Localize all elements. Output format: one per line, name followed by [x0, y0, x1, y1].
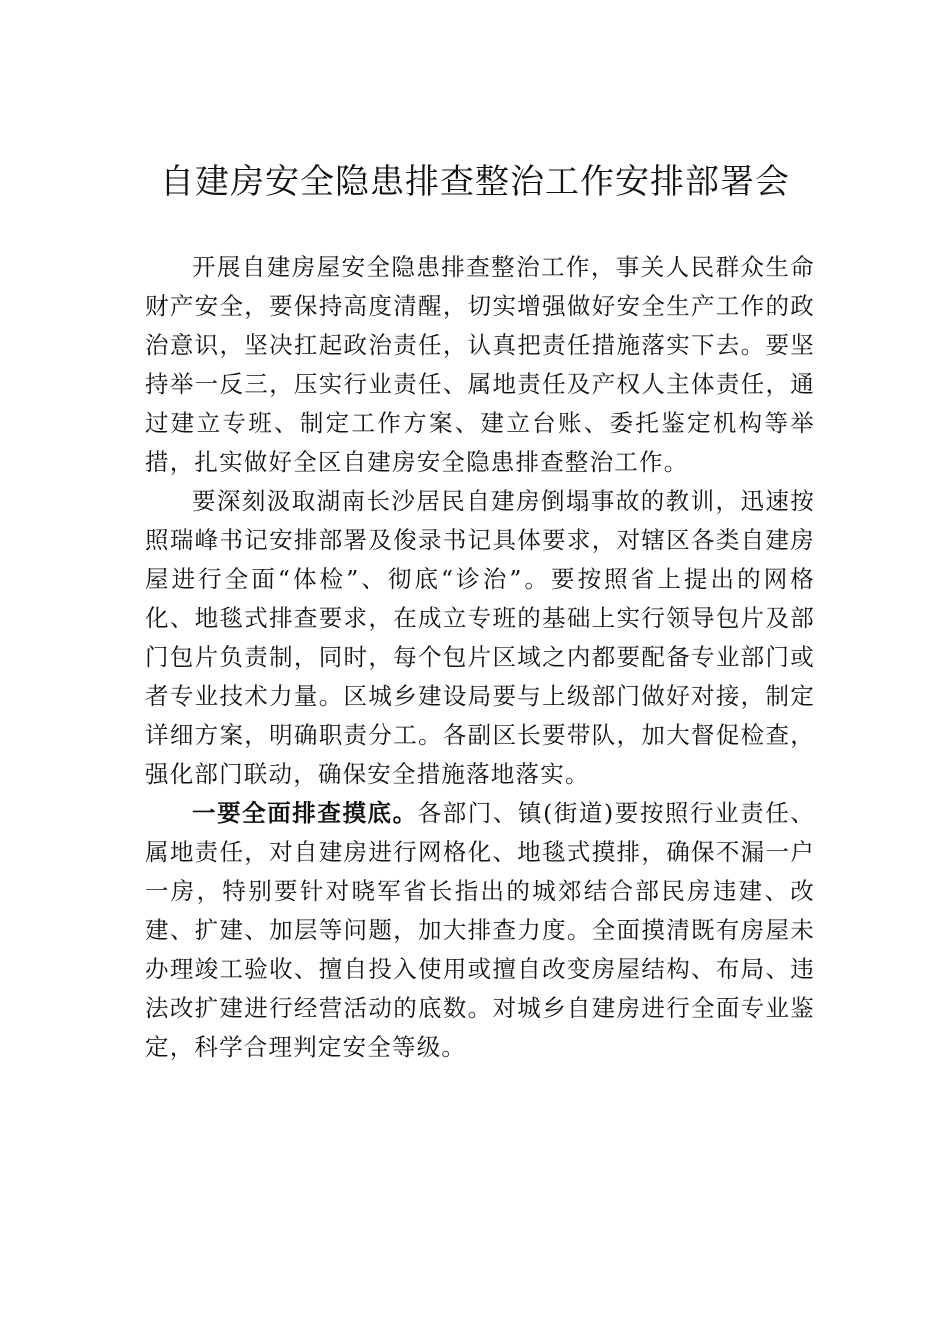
paragraph-3-text: 各部门、镇(街道)要按照行业责任、属地责任，对自建房进行网格化、地毯式摸排，确保不漏一户一房，特别要针对晓军省长指出的城郊结合部民房违建、改建、扩建、加层等问题，加大排查力度。全面摸清既有房屋未办理竣工验收、擅自投入使用或擅自改变房屋结构、布局、违法改扩建进行经营活动的底数。对城乡自建房进行全面专业鉴定，科学合理判定安全等级。 — [145, 799, 815, 1061]
paragraph-3 — [145, 794, 815, 1067]
paragraph-2-text: 要深刻汲取湖南长沙居民自建房倒塌事故的教训，迅速按照瑞峰书记安排部署及俊录书记具体要求，对辖区各类自建房屋进行全面“体检”、彻底“诊治”。要按照省上提出的网格化、地毯式排查要求，在成立专班的基础上实行领导包片及部门包片负责制，同时，每个包片区域之内都要配备专业部门或者专业技术力量。区城乡建设局要与上级部门做好对接，制定详细方案，明确职责分工。各副区长要带队，加大督促检查，强化部门联动，确保安全措施落地落实。 — [145, 487, 815, 788]
document-body — [145, 248, 815, 1067]
paragraph-3-lead: 一要全面排查摸底。 — [192, 799, 418, 827]
paragraph-1-text: 开展自建房屋安全隐患排查整治工作，事关人民群众生命财产安全，要保持高度清醒，切实增强做好安全生产工作的政治意识，坚决扛起政治责任，认真把责任措施落实下去。要坚持举一反三，压实行业责任、属地责任及产权人主体责任，通过建立专班、制定工作方案、建立台账、委托鉴定机构等举措，扎实做好全区自建房安全隐患排查整治工作。 — [145, 253, 815, 476]
paragraph-2 — [145, 482, 815, 794]
paragraph-1 — [145, 248, 815, 482]
document-title: 自建房安全隐患排查整治工作安排部署会 — [160, 162, 790, 202]
